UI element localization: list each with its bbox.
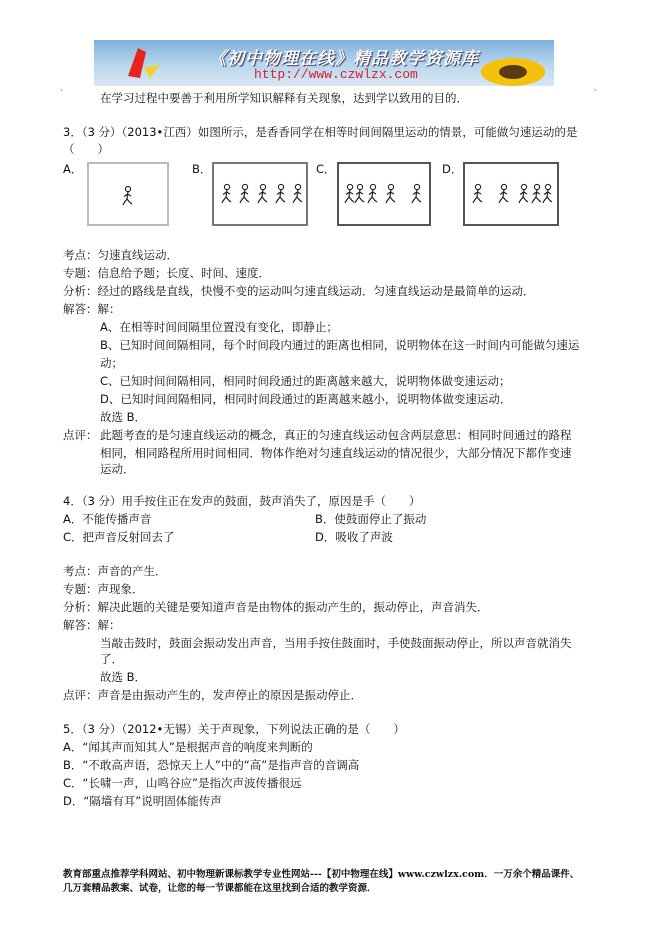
figure-panel-b (212, 162, 308, 226)
q4-option-b: B．使鼓面停止了振动 (315, 512, 427, 526)
figure-d-walkers (465, 164, 557, 224)
header-banner (94, 40, 554, 86)
q3-answer-line: B、已知时间间隔相同，每个时间段内通过的距离也相同，说明物体在这一时间内可能做匀速运 (100, 338, 580, 352)
q4-zhuanti: 专题：声现象． (63, 582, 144, 596)
q3-fenxi: 分析：经过的路线是直线，快慢不变的运动叫匀速直线运动．匀速直线运动是最简单的运动． (63, 284, 535, 298)
footer-line: 几万套精品教案、试卷，让您的每一节课都能在这里找到合适的教学资源． (63, 883, 377, 894)
figure-label-a: A． (63, 162, 83, 176)
figure-b-walkers (214, 164, 306, 224)
margin-mark: · (60, 86, 63, 95)
banner-title: 《初中物理在线》精品教学资源库 (209, 49, 479, 69)
q4-dianping: 点评：声音是由振动产生的，发声停止的原因是振动停止． (63, 688, 362, 702)
q3-kaodian: 考点：匀速直线运动． (63, 248, 178, 262)
figure-panel-c (337, 162, 431, 226)
q5-option-d: D．“隔墙有耳”说明固体能传声 (63, 794, 222, 808)
q5-option-a: A．“闻其声而知其人”是根据声音的响度来判断的 (63, 740, 313, 754)
q4-kaodian: 考点：声音的产生． (63, 564, 167, 578)
footer-line: 教育部重点推荐学科网站、初中物理新课标教学专业性网站---【初中物理在线】www.czwlzx.com．一万余个精品课件、 (63, 869, 580, 880)
q4-answer-line: 了． (100, 652, 123, 666)
banner-url: http://www.czwlzx.com (254, 67, 418, 82)
q3-zhuanti: 专题：信息给予题；长度、时间、速度． (63, 266, 270, 280)
q4-option-d: D．吸收了声波 (315, 530, 393, 544)
figure-label-d: D． (442, 162, 463, 176)
q3-dianping-line: 运动． (100, 462, 135, 476)
q4-option-a: A．不能传播声音 (63, 512, 152, 526)
q3-dianping-line: 此题考查的是匀速直线运动的概念，真正的匀速直线运动包含两层意思：相同时间通过的路程 (100, 428, 572, 442)
figure-label-b: B． (192, 162, 212, 176)
q4-fenxi: 分析：解决此题的关键是要知道声音是由物体的振动产生的，振动停止，声音消失． (63, 600, 489, 614)
q3-dianping-line: 相同，相同路程所用时间相同．物体作绝对匀速直线运动的情况很少，大部分情况下都作变速 (100, 446, 572, 460)
figure-c-walkers (339, 164, 429, 224)
figure-label-c: C． (316, 162, 336, 176)
q5-stem: 5．（3 分）（2012•无锡）关于声现象，下列说法正确的是（ ） (63, 722, 405, 736)
q3-answer-line: 动； (100, 356, 123, 370)
previous-answer-tail: 在学习过程中要善于利用所学知识解释有关现象，达到学以致用的目的． (100, 91, 468, 105)
figure-panel-a (87, 162, 169, 226)
q3-answer-line: D、已知时间间隔相同，相同时间段通过的距离越来越小，说明物体做变速运动． (100, 392, 512, 406)
figure-panel-d (463, 162, 559, 226)
figure-a-crouching-person (89, 164, 167, 224)
q3-stem-blank: （ ） (63, 142, 109, 156)
q3-jieda: 解答：解： (63, 302, 121, 316)
q3-answer-line: C、已知时间间隔相同，相同时间段通过的距离越来越大，说明物体做变速运动； (100, 374, 511, 388)
q3-dianping-label: 点评： (63, 428, 98, 442)
q4-answer-choice: 故选 B． (100, 670, 147, 684)
q3-answer-choice: 故选 B． (100, 410, 147, 424)
q5-option-c: C．“长啸一声，山鸣谷应”是指次声波传播很远 (63, 776, 302, 790)
q4-stem: 4．（3 分）用手按住正在发声的鼓面，鼓声消失了，原因是手（ ） (63, 494, 421, 508)
margin-mark: · (594, 86, 597, 95)
q4-jieda: 解答：解： (63, 618, 121, 632)
q4-option-c: C．把声音反射回去了 (63, 530, 175, 544)
logo-icon (124, 46, 164, 82)
q3-answer-line: A、在相等时间间隔里位置没有变化，即静止； (100, 320, 338, 334)
q5-option-b: B．“不敢高声语，恐惊天上人”中的“高”是指声音的音调高 (63, 758, 360, 772)
q4-answer-line: 当敲击鼓时，鼓面会振动发出声音，当用手按住鼓面时，手使鼓面振动停止，所以声音就消失 (100, 636, 572, 650)
q3-stem: 3．（3 分）（2013•江西）如图所示，是香香同学在相等时间间隔里运动的情景，可能做匀速运动的是 (63, 125, 578, 139)
sunflower-icon (478, 50, 548, 86)
